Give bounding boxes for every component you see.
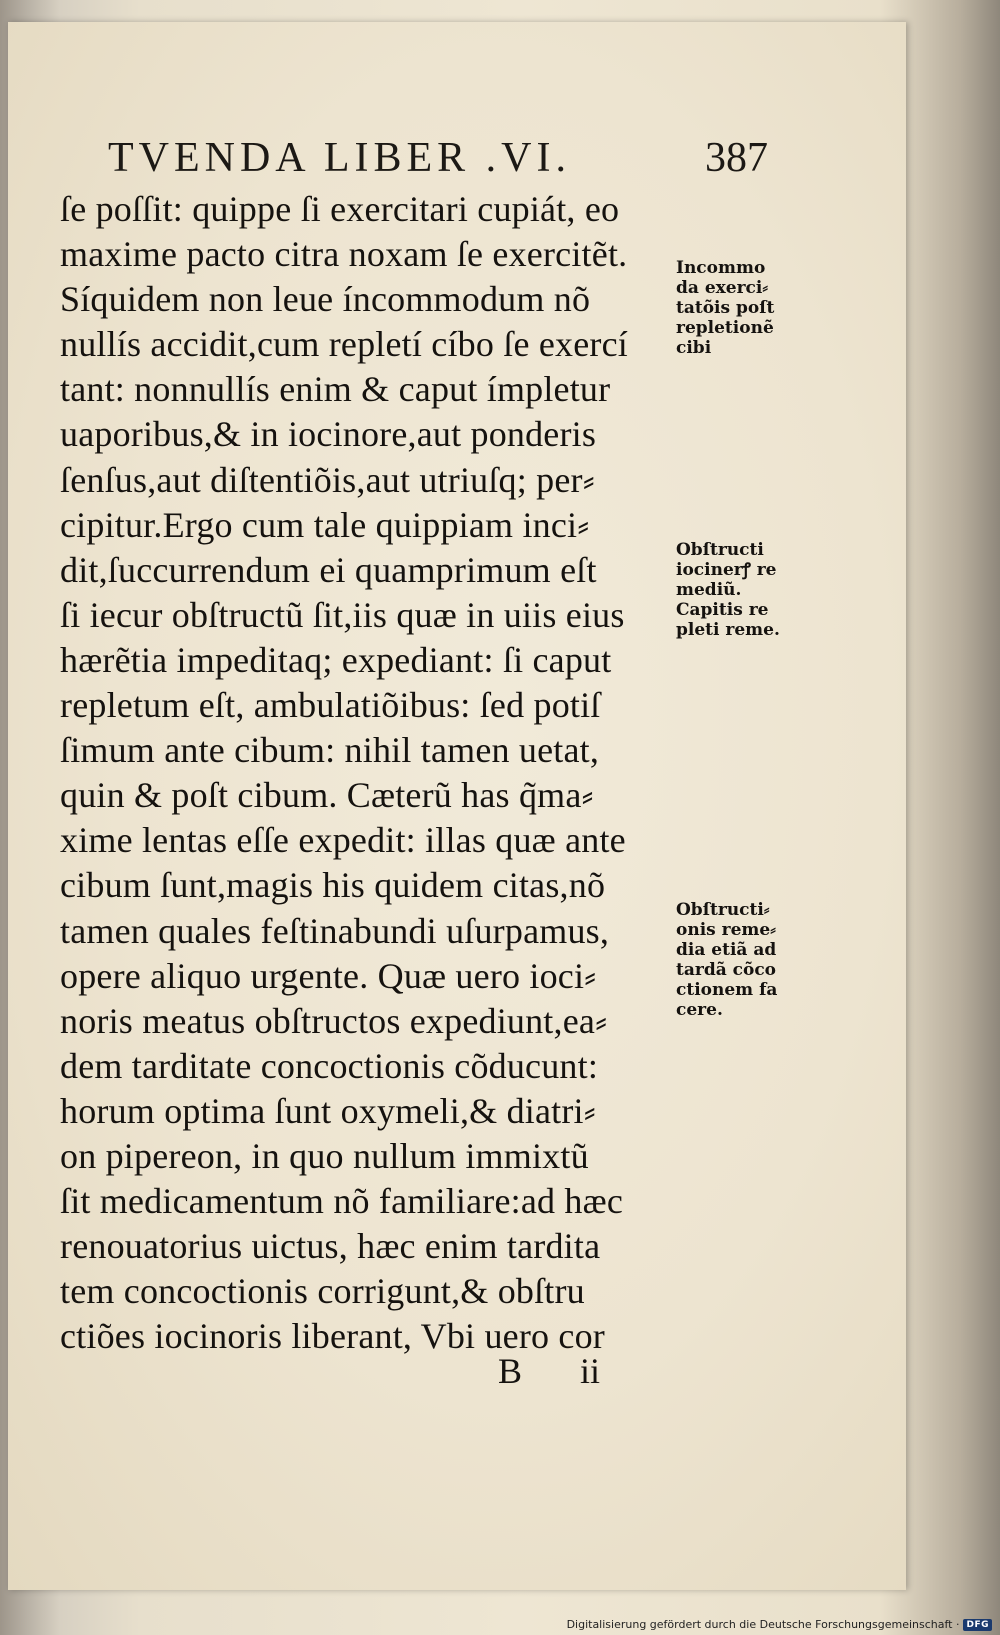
text-line: quin & poſt cibum. Cæterũ has q̃ma⸗ bbox=[60, 775, 594, 816]
text-line: ſimum ante cibum: nihil tamen uetat, bbox=[60, 730, 600, 771]
footer-text: Digitalisierung gefördert durch die Deutsche Forschungsgemeinschaft · bbox=[566, 1618, 960, 1631]
text-line: dit,ſuccurrendum ei quamprimum eſt bbox=[60, 549, 597, 590]
margin-note bbox=[676, 258, 806, 358]
margin-note-line: tatõis poſt bbox=[676, 298, 775, 318]
margin-note-line: dia etiã ad bbox=[676, 940, 777, 960]
text-line: Síquidem non leue íncommodum nõ bbox=[60, 279, 591, 320]
text-line: ctiões iocinoris liberant, Vbi uero cor bbox=[60, 1316, 605, 1357]
margin-note-line: Capitis re bbox=[676, 600, 769, 620]
text-line: cipitur.Ergo cum tale quippiam inci⸗ bbox=[60, 504, 590, 545]
signature-mark bbox=[498, 1350, 600, 1392]
text-line: tem concoctionis corrigunt,& obſtru bbox=[60, 1271, 585, 1312]
text-line: ſit medicamentum nõ familiare:ad hæc bbox=[60, 1181, 624, 1222]
text-line: cibum ſunt,magis his quidem citas,nõ bbox=[60, 865, 606, 906]
margin-note bbox=[676, 540, 806, 640]
text-line: renouatorius uictus, hæc enim tardita bbox=[60, 1226, 601, 1267]
book-page bbox=[8, 22, 906, 1590]
running-title: TVENDA LIBER .VI. bbox=[108, 135, 571, 181]
text-line: ſe poſſit: quippe ſi exercitari cupiát, eo bbox=[60, 189, 620, 229]
signature-letter: B bbox=[498, 1351, 523, 1391]
text-line: uaporibus,& in iocinore,aut ponderis bbox=[60, 414, 597, 455]
text-line: on pipereon, in quo nullum immixtũ bbox=[60, 1135, 589, 1176]
text-line: nullís accidit,cum repletí cíbo ſe exercí bbox=[60, 324, 628, 365]
margin-note bbox=[676, 900, 806, 1020]
margin-note-line: mediũ. bbox=[676, 580, 742, 600]
margin-note-line: pleti reme. bbox=[676, 620, 780, 640]
text-line: maxime pacto citra noxam ſe exercitẽt. bbox=[60, 234, 628, 275]
margin-note-line: iocinerꝭ re bbox=[676, 560, 777, 580]
margin-note-line: cere. bbox=[676, 1000, 723, 1020]
page-number: 387 bbox=[705, 135, 768, 181]
signature-number: ii bbox=[580, 1351, 601, 1391]
text-line: dem tarditate concoctionis cõducunt: bbox=[60, 1045, 599, 1086]
digitization-footer bbox=[567, 1618, 992, 1631]
margin-note-line: ctionem fa bbox=[676, 980, 778, 1000]
text-line: noris meatus obſtructos expediunt,ea⸗ bbox=[60, 1000, 608, 1041]
text-line: xime lentas eſſe expedit: illas quæ ante bbox=[60, 820, 626, 861]
margin-note-line: Incommo bbox=[676, 258, 766, 278]
running-header bbox=[108, 134, 768, 184]
dfg-logo: DFG bbox=[963, 1619, 992, 1631]
margin-note-line: Obſtructi bbox=[676, 540, 764, 560]
text-line: tamen quales feſtinabundi uſurpamus, bbox=[60, 910, 610, 951]
margin-note-line: repletionẽ bbox=[676, 318, 774, 338]
main-text-block bbox=[60, 187, 700, 1359]
margin-note-line: cibi bbox=[676, 338, 712, 358]
text-line: horum optima ſunt oxymeli,& diatri⸗ bbox=[60, 1090, 596, 1131]
text-line: opere aliquo urgente. Quæ uero ioci⸗ bbox=[60, 955, 597, 996]
margin-note-line: tardã cõco bbox=[676, 960, 777, 980]
text-line: hærẽtia impeditaq; expediant: ſi caput bbox=[60, 639, 612, 680]
text-line: repletum eſt, ambulatiõibus: ſed potiſ bbox=[60, 685, 601, 726]
margin-note-line: Obſtructi⸗ bbox=[676, 900, 770, 920]
margin-note-line: da exerci⸗ bbox=[676, 278, 769, 298]
text-line: ſi iecur obſtructũ ſit,iis quæ in uiis eius bbox=[60, 594, 625, 635]
margin-note-line: onis reme⸗ bbox=[676, 920, 776, 940]
text-line: ſenſus,aut diſtentiõis,aut utriuſq; per⸗ bbox=[60, 459, 595, 500]
text-line: tant: nonnullís enim & caput ímpletur bbox=[60, 369, 611, 410]
